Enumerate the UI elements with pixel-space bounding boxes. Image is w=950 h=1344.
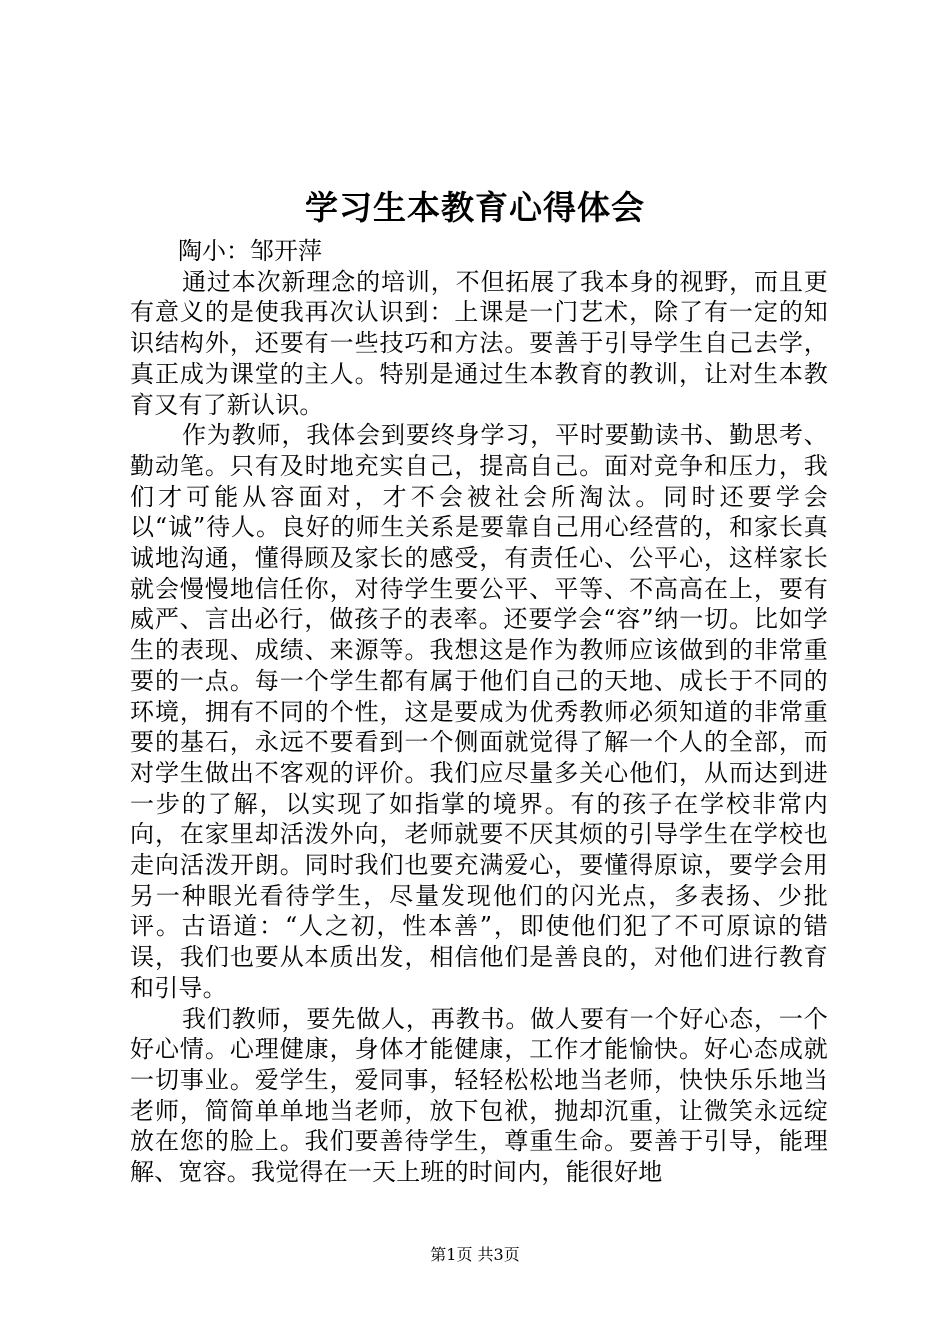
paragraph-3: 我们教师，要先做人，再教书。做人要有一个好心态，一个好心情。心理健康，身体才能健康，工作才能愉快。好心态成就一切事业。爱学生，爱同事，轻轻松松地当老师，快快乐乐地当老师，简简单单地当老师，放下包袱，抛却沉重，让微笑永远绽放在您的脸上。我们要善待学生，尊重生命。要善于引导，能理解、宽容。我觉得在一天上班的时间内，能很好地: [130, 1004, 828, 1187]
document-body: [130, 236, 828, 1188]
page-number-footer: 第1页 共3页: [430, 1245, 520, 1264]
paragraph-2: 作为教师，我体会到要终身学习，平时要勤读书、勤思考、勤动笔。只有及时地充实自己，提高自己。面对竞争和压力，我们才可能从容面对，才不会被社会所淘汰。同时还要学会以“诚”待人。良好的师生关系是要靠自己用心经营的，和家长真诚地沟通，懂得顾及家长的感受，有责任心、公平心，这样家长就会慢慢地信任你，对待学生要公平、平等、不高高在上，要有威严、言出必行，做孩子的表率。还要学会“容”纳一切。比如学生的表现、成绩、来源等。我想这是作为教师应该做到的非常重要的一点。每一个学生都有属于他们自己的天地、成长于不同的环境，拥有不同的个性，这是要成为优秀教师必须知道的非常重要的基石，永远不要看到一个侧面就觉得了解一个人的全部，而对学生做出不客观的评价。我们应尽量多关心他们，从而达到进一步的了解，以实现了如指掌的境界。有的孩子在学校非常内向，在家里却活泼外向，老师就要不厌其烦的引导学生在学校也走向活泼开朗。同时我们也要充满爱心，要懂得原谅，要学会用另一种眼光看待学生，尽量发现他们的闪光点，多表扬、少批评。古语道：“人之初，性本善”，即使他们犯了不可原谅的错误，我们也要从本质出发，相信他们是善良的，对他们进行教育和引导。: [130, 421, 828, 1002]
author-line: 陶小：邹开萍: [178, 237, 322, 265]
document-title: 学习生本教育心得体会: [305, 188, 645, 227]
paragraph-1: 通过本次新理念的培训，不但拓展了我本身的视野，而且更有意义的是使我再次认识到：上课是一门艺术，除了有一定的知识结构外，还要有一些技巧和方法。要善于引导学生自己去学，真正成为课堂的主人。特别是通过生本教育的教训，让对生本教育又有了新认识。: [130, 267, 828, 419]
